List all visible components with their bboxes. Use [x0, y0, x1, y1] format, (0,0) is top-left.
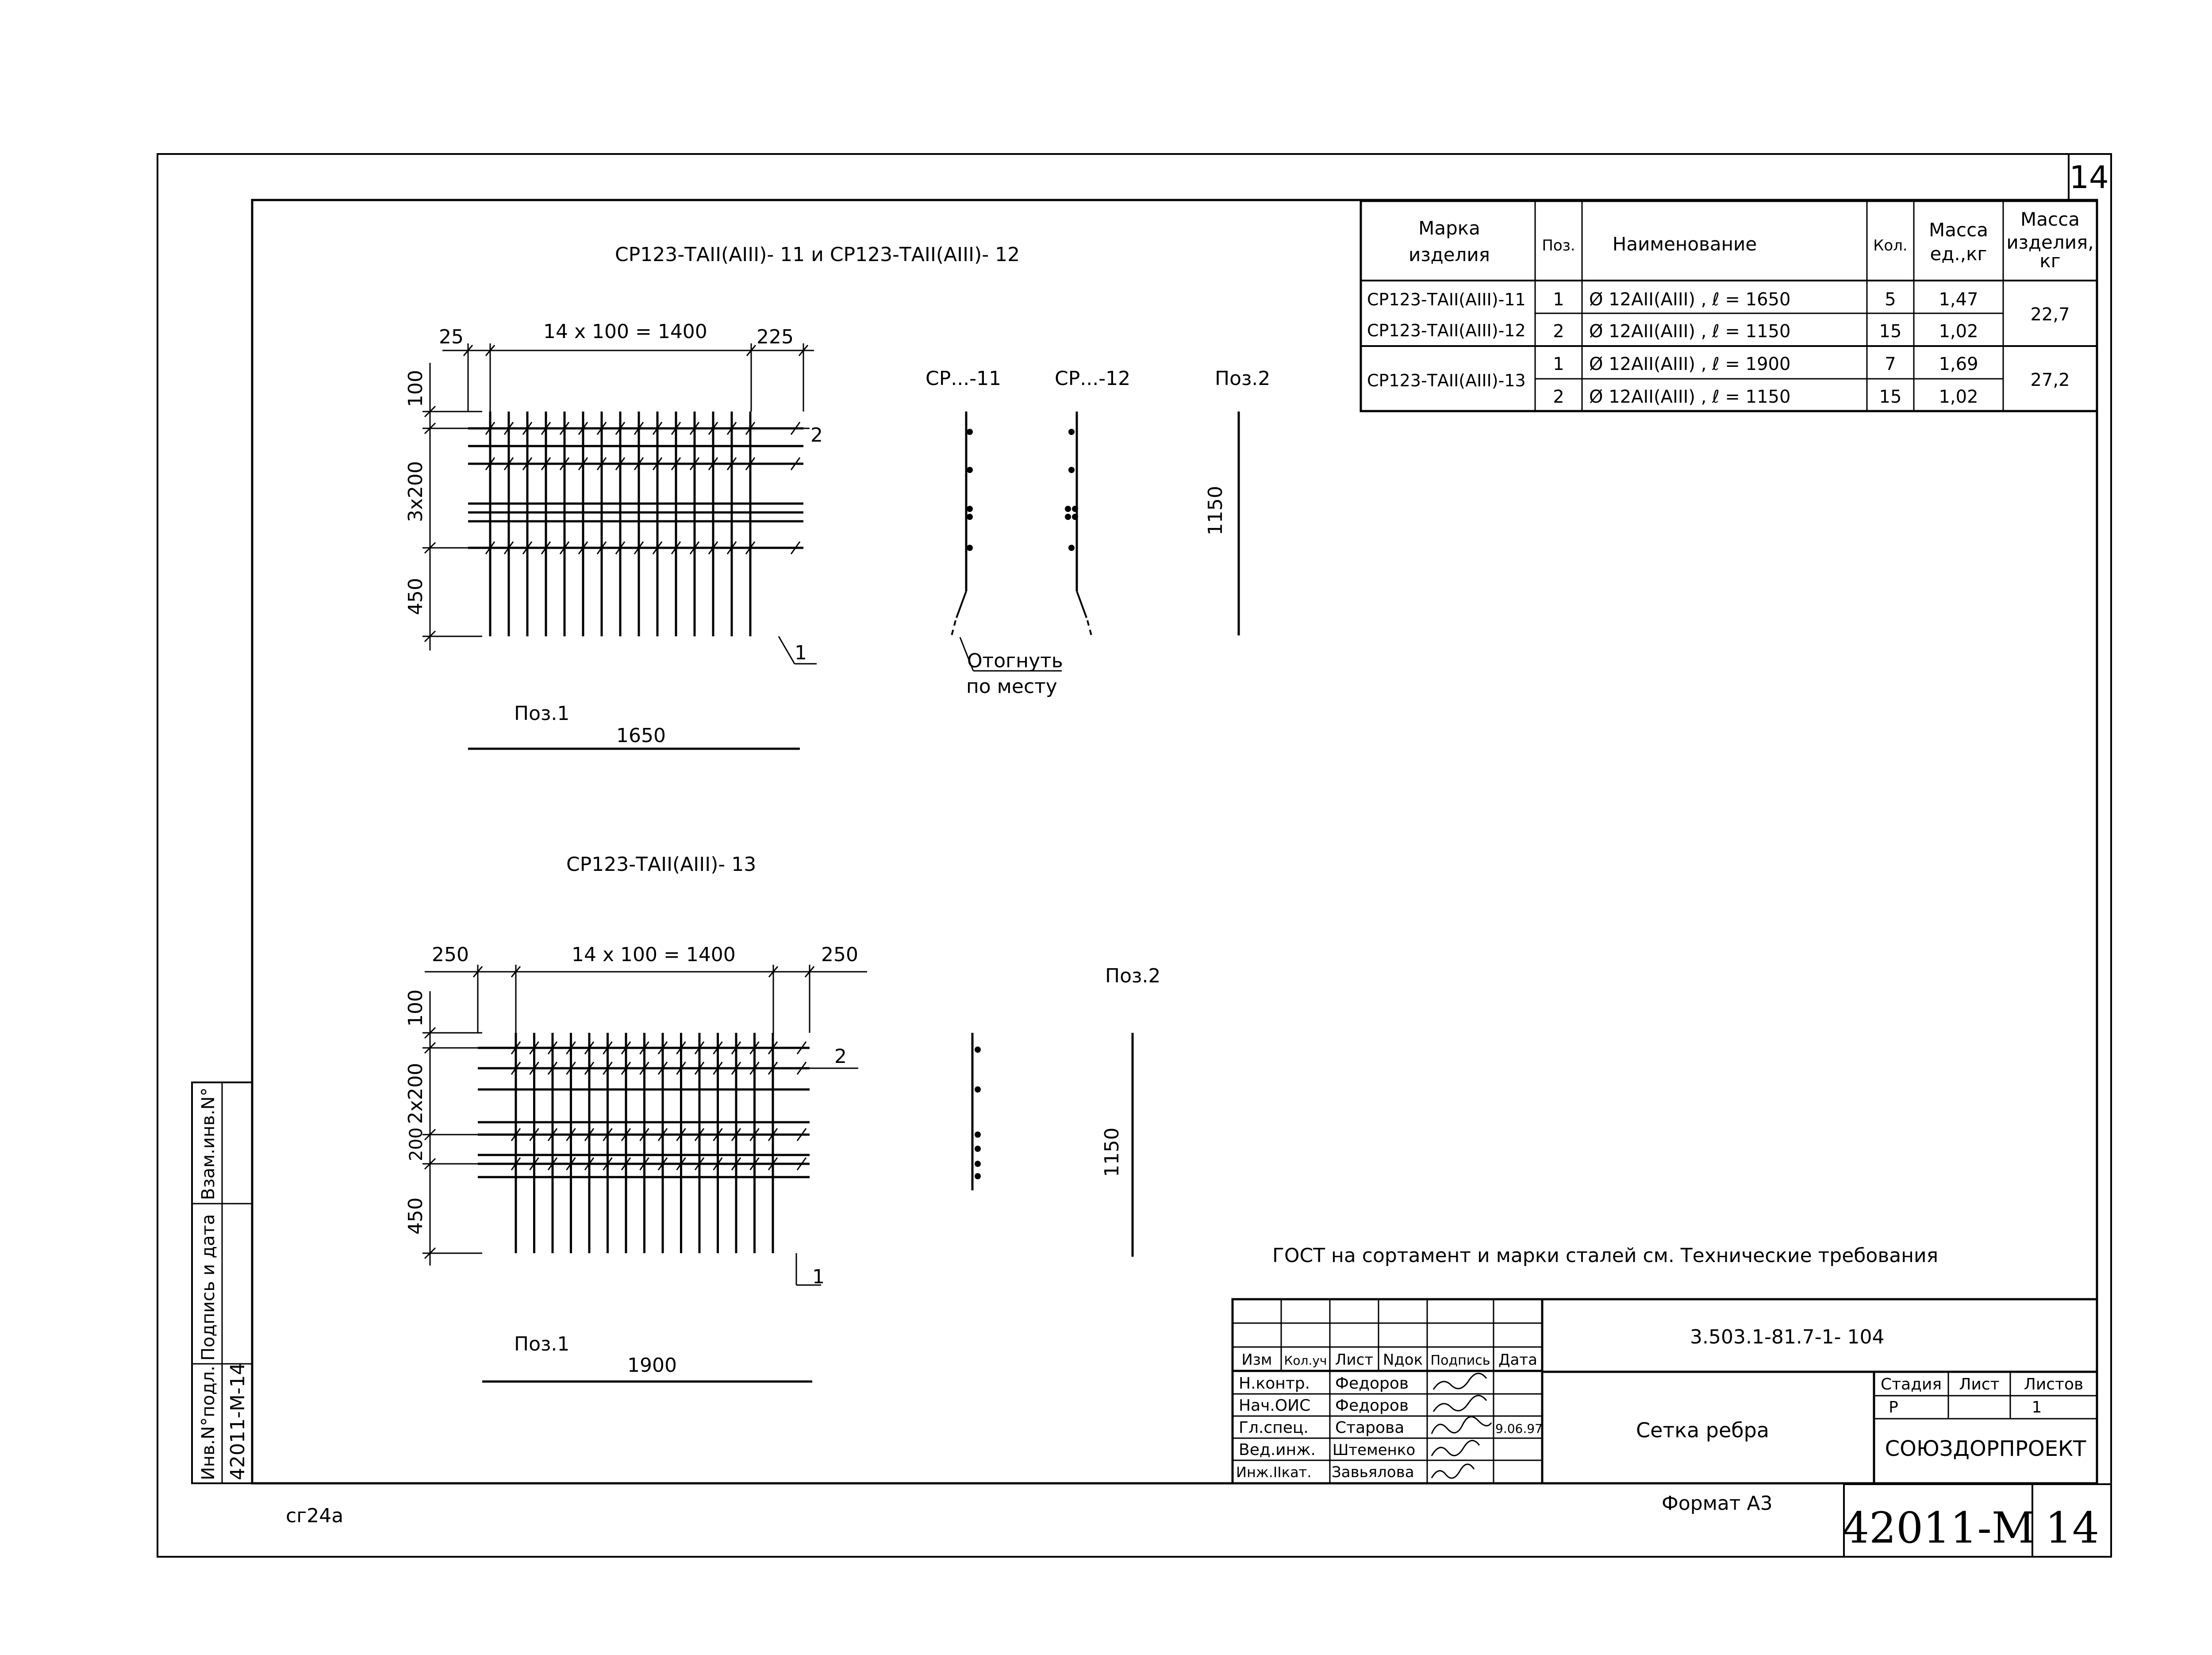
- header-mark-2: изделия: [1409, 244, 1490, 266]
- view2-dim-left: 250: [432, 943, 469, 966]
- drawing-sheet-number: 14: [2045, 1503, 2100, 1553]
- bend-note-line1: Отогнуть: [967, 650, 1063, 672]
- view1-dim-span: 14 х 100 = 1400: [543, 320, 707, 343]
- signature-scribbles: [1432, 1374, 1491, 1478]
- tb-role-5: Инж.IIкат.: [1236, 1464, 1312, 1481]
- view1-pos2-length: 1150: [1204, 486, 1227, 535]
- section-12-label: СР...-12: [1055, 367, 1131, 390]
- header-mark-1: Марка: [1418, 217, 1480, 239]
- row2-qty: 15: [1879, 321, 1902, 342]
- view2-pos2-length: 1150: [1101, 1128, 1123, 1177]
- view1-dim-top: 100: [404, 370, 427, 407]
- tb-sheets-label: Листов: [2024, 1375, 2084, 1393]
- tb-role-1: Н.контр.: [1239, 1374, 1310, 1393]
- view1-dim-middle: 3x200: [404, 461, 427, 522]
- header-total-mass-3: кг: [2039, 250, 2061, 272]
- view2-title: СР123-ТАII(АIII)- 13: [566, 853, 757, 876]
- header-unit-mass-2: ед.,кг: [1930, 243, 1987, 265]
- row1-unit-mass: 1,47: [1939, 289, 1978, 310]
- header-qty: Кол.: [1873, 237, 1908, 254]
- row4-qty: 15: [1879, 387, 1902, 407]
- view1-dim-bottom: 450: [404, 578, 427, 615]
- header-unit-mass-1: Масса: [1929, 219, 1988, 241]
- gost-note: ГОСТ на сортамент и марки сталей см. Технические требования: [1272, 1244, 1939, 1267]
- row3-pos: 1: [1553, 354, 1564, 374]
- row4-name: Ø 12АII(АIII) , ℓ = 1150: [1589, 387, 1791, 407]
- view1-pos1-length: 1650: [616, 724, 666, 747]
- tb-name-2: Федоров: [1335, 1397, 1409, 1415]
- view2-pos1-length: 1900: [627, 1354, 677, 1377]
- tb-name-1: Федоров: [1335, 1374, 1409, 1393]
- view2-pos1-label: Поз.1: [514, 1333, 570, 1355]
- view2-leader-1: 1: [812, 1266, 825, 1288]
- tb-organization: СОЮЗДОРПРОЕКТ: [1885, 1436, 2086, 1461]
- section-12-view: [1065, 412, 1092, 637]
- tb-col-list: Лист: [1335, 1351, 1374, 1369]
- row1-qty: 5: [1885, 289, 1896, 310]
- row2-name: Ø 12АII(АIII) , ℓ = 1150: [1589, 321, 1791, 342]
- tb-col-ndok: Nдок: [1382, 1351, 1423, 1369]
- tb-name-3: Старова: [1335, 1419, 1405, 1437]
- view1-leader-1: 1: [795, 642, 807, 664]
- header-name: Наименование: [1612, 233, 1757, 255]
- header-pos: Поз.: [1542, 237, 1575, 254]
- section-11-label: СР...-11: [926, 367, 1002, 390]
- tb-date-3: 9.06.97: [1495, 1421, 1543, 1436]
- view2-dim-span: 14 х 100 = 1400: [572, 943, 736, 966]
- row4-unit-mass: 1,02: [1939, 387, 1978, 407]
- inv-label: Инв.N°подл.: [198, 1366, 219, 1480]
- row1-pos: 1: [1553, 289, 1564, 310]
- view1-pos1-label: Поз.1: [514, 702, 570, 725]
- row3-name: Ø 12АII(АIII) , ℓ = 1900: [1589, 354, 1791, 374]
- tb-role-2: Нач.ОИС: [1239, 1397, 1311, 1415]
- view2-dim-right: 250: [821, 943, 858, 966]
- title-block-people: [1236, 1374, 1543, 1481]
- tb-col-izm: Изм: [1241, 1351, 1272, 1369]
- tb-stage-value: Р: [1889, 1398, 1898, 1416]
- archive-code: сг24а: [286, 1505, 344, 1527]
- row2-mark: СР123-ТАII(АIII)-12: [1367, 321, 1526, 340]
- row1-name: Ø 12АII(АIII) , ℓ = 1650: [1589, 289, 1791, 310]
- drawing-code: 42011-М: [1842, 1503, 2035, 1553]
- bend-note-line2: по месту: [966, 675, 1057, 698]
- view2-leader-2: 2: [834, 1045, 847, 1068]
- view1-pos2-label: Поз.2: [1215, 367, 1271, 390]
- tb-role-3: Гл.спец.: [1239, 1419, 1309, 1437]
- tb-name-4: Штеменко: [1333, 1441, 1416, 1459]
- view2-dim-small: 200: [406, 1127, 426, 1161]
- sign-date-label: Подпись и дата: [198, 1214, 219, 1361]
- tb-sheets-value: 1: [2032, 1398, 2042, 1416]
- row2-unit-mass: 1,02: [1939, 321, 1978, 342]
- row1-mark: СР123-ТАII(АIII)-11: [1367, 290, 1526, 309]
- header-total-mass-1: Масса: [2020, 208, 2080, 230]
- row2-pos: 2: [1553, 321, 1564, 342]
- tb-code: 3.503.1-81.7-1- 104: [1690, 1326, 1885, 1348]
- view1-dimensions: [422, 343, 814, 650]
- total-mass-1: 22,7: [2030, 304, 2070, 325]
- tb-col-signature: Подпись: [1430, 1353, 1490, 1368]
- tb-sheet-label: Лист: [1959, 1375, 2000, 1393]
- view1-title: СР123-ТАII(АIII)- 11 и СР123-ТАII(АIII)- 12: [615, 243, 1020, 266]
- tb-col-date: Дата: [1498, 1351, 1538, 1369]
- leader-line: [779, 636, 795, 664]
- format-label: Формат А3: [1662, 1492, 1773, 1515]
- corner-sheet-number: 14: [2069, 159, 2109, 196]
- view2-dim-top: 100: [404, 989, 427, 1027]
- tb-item-name: Сетка ребра: [1636, 1418, 1770, 1442]
- view2-pos2-label: Поз.2: [1105, 965, 1161, 987]
- view1-dim-left: 25: [439, 326, 464, 348]
- row3-mark: СР123-ТАII(АIII)-13: [1367, 371, 1526, 390]
- spec-table-header: [1409, 208, 2094, 272]
- row3-qty: 7: [1885, 354, 1896, 374]
- tb-stage-label: Стадия: [1880, 1375, 1942, 1393]
- row4-pos: 2: [1553, 387, 1564, 407]
- view2-dim-bottom: 450: [404, 1197, 427, 1235]
- section-11-view: [951, 412, 973, 637]
- total-mass-2: 27,2: [2030, 370, 2070, 390]
- view2-dim-middle: 2х200: [404, 1062, 427, 1124]
- view1-mesh: [468, 412, 817, 664]
- inv-value: 42011-М-14: [227, 1362, 249, 1480]
- row3-unit-mass: 1,69: [1939, 354, 1978, 374]
- tb-role-4: Вед.инж.: [1239, 1441, 1316, 1459]
- view1-dim-right: 225: [757, 326, 794, 348]
- section-13-view: [972, 1033, 981, 1190]
- swap-inv-label: Взам.инв.N°: [198, 1087, 219, 1200]
- tb-col-koluch: Кол.уч: [1284, 1353, 1327, 1368]
- view2-mesh: [478, 1033, 858, 1285]
- view1-leader-2: 2: [810, 424, 823, 446]
- header-total-mass-2: изделия,: [2006, 231, 2094, 253]
- tb-name-5: Завьялова: [1332, 1463, 1414, 1481]
- spec-table-rows: [1367, 289, 2070, 407]
